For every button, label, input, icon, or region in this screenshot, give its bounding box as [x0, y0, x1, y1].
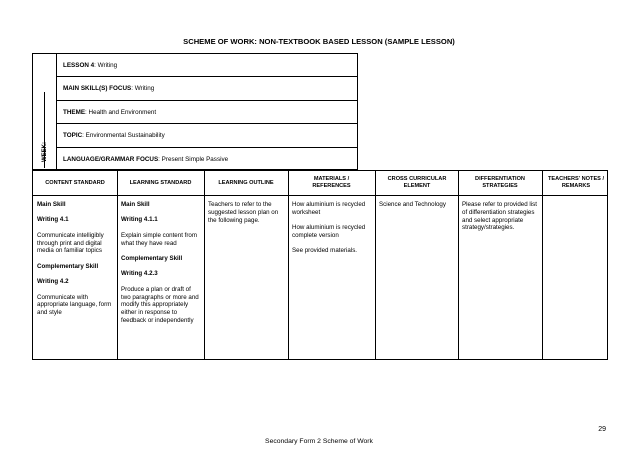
header-teachers-notes: TEACHERS' NOTES / REMARKS [547, 176, 605, 189]
page-footer: Secondary Form 2 Scheme of Work [265, 438, 373, 445]
lesson-row-topic: TOPIC: Environmental Sustainability [57, 124, 357, 147]
cell-paragraph: Science and Technology [379, 201, 446, 208]
header-differentiation: DIFFERENTIATION STRATEGIES [475, 176, 525, 189]
cell-paragraph: Communicate intelligibly through print and digital media on familiar topics [37, 231, 104, 255]
page-number: 29 [598, 426, 606, 433]
page-title: SCHEME OF WORK: NON-TEXTBOOK BASED LESSON (SAMPLE LESSON) [183, 37, 455, 46]
week-column [33, 54, 57, 169]
cell-paragraph: How aluminium is recycled complete version [292, 224, 366, 239]
lesson-info-block [32, 53, 358, 170]
header-learning-standard: LEARNING STANDARD [129, 179, 192, 186]
cell-paragraph: Writing 4.1 [37, 216, 69, 224]
cell-paragraph: Explain simple content from what they have read [121, 231, 198, 247]
lesson-row-main-skill: MAIN SKILL(S) FOCUS: Writing [57, 77, 357, 100]
header-content-standard: CONTENT STANDARD [45, 179, 105, 186]
cell-paragraph: Teachers to refer to the suggested lesson plan on the following page. [208, 201, 279, 224]
scheme-table [32, 170, 608, 360]
lesson-row-theme: THEME: Health and Environment [57, 101, 357, 124]
learning-outline-cell [208, 201, 285, 232]
cell-paragraph: Writing 4.2 [37, 278, 69, 286]
cell-paragraph: Writing 4.1.1 [121, 216, 158, 224]
cell-paragraph: Main Skill [37, 201, 66, 208]
cell-paragraph: How aluminium is recycled worksheet [292, 201, 366, 216]
cell-paragraph: Please refer to provided list of differentiation strategies and select appropriate strategy/strategies. [462, 201, 537, 232]
header-learning-outline: LEARNING OUTLINE [218, 179, 274, 186]
lesson-row-lesson: LESSON 4: Writing [57, 54, 357, 77]
cell-paragraph: Writing 4.2.3 [121, 270, 158, 278]
cross-curricular-cell [379, 201, 455, 216]
learning-standard-cell [121, 201, 201, 332]
week-label: WEEK: [42, 142, 48, 162]
materials-cell [292, 201, 372, 263]
header-materials: MATERIALS / REFERENCES [312, 176, 351, 189]
content-standard-cell [37, 201, 113, 325]
cell-paragraph: Complementary Skill [121, 254, 183, 262]
differentiation-cell [462, 201, 538, 240]
header-cross-curricular: CROSS CURRICULAR ELEMENT [387, 176, 447, 189]
lesson-row-grammar-focus: LANGUAGE/GRAMMAR FOCUS: Present Simple Passive [63, 155, 229, 163]
cell-paragraph: Complementary Skill [37, 262, 99, 270]
cell-paragraph: See provided materials. [292, 247, 358, 255]
cell-paragraph: Main Skill [121, 201, 150, 208]
cell-paragraph: Produce a plan or draft of two paragraphs or more and modify this appropriately either in response to feedback or independently [121, 285, 199, 324]
cell-paragraph: Communicate with appropriate language, form and style [37, 293, 112, 317]
